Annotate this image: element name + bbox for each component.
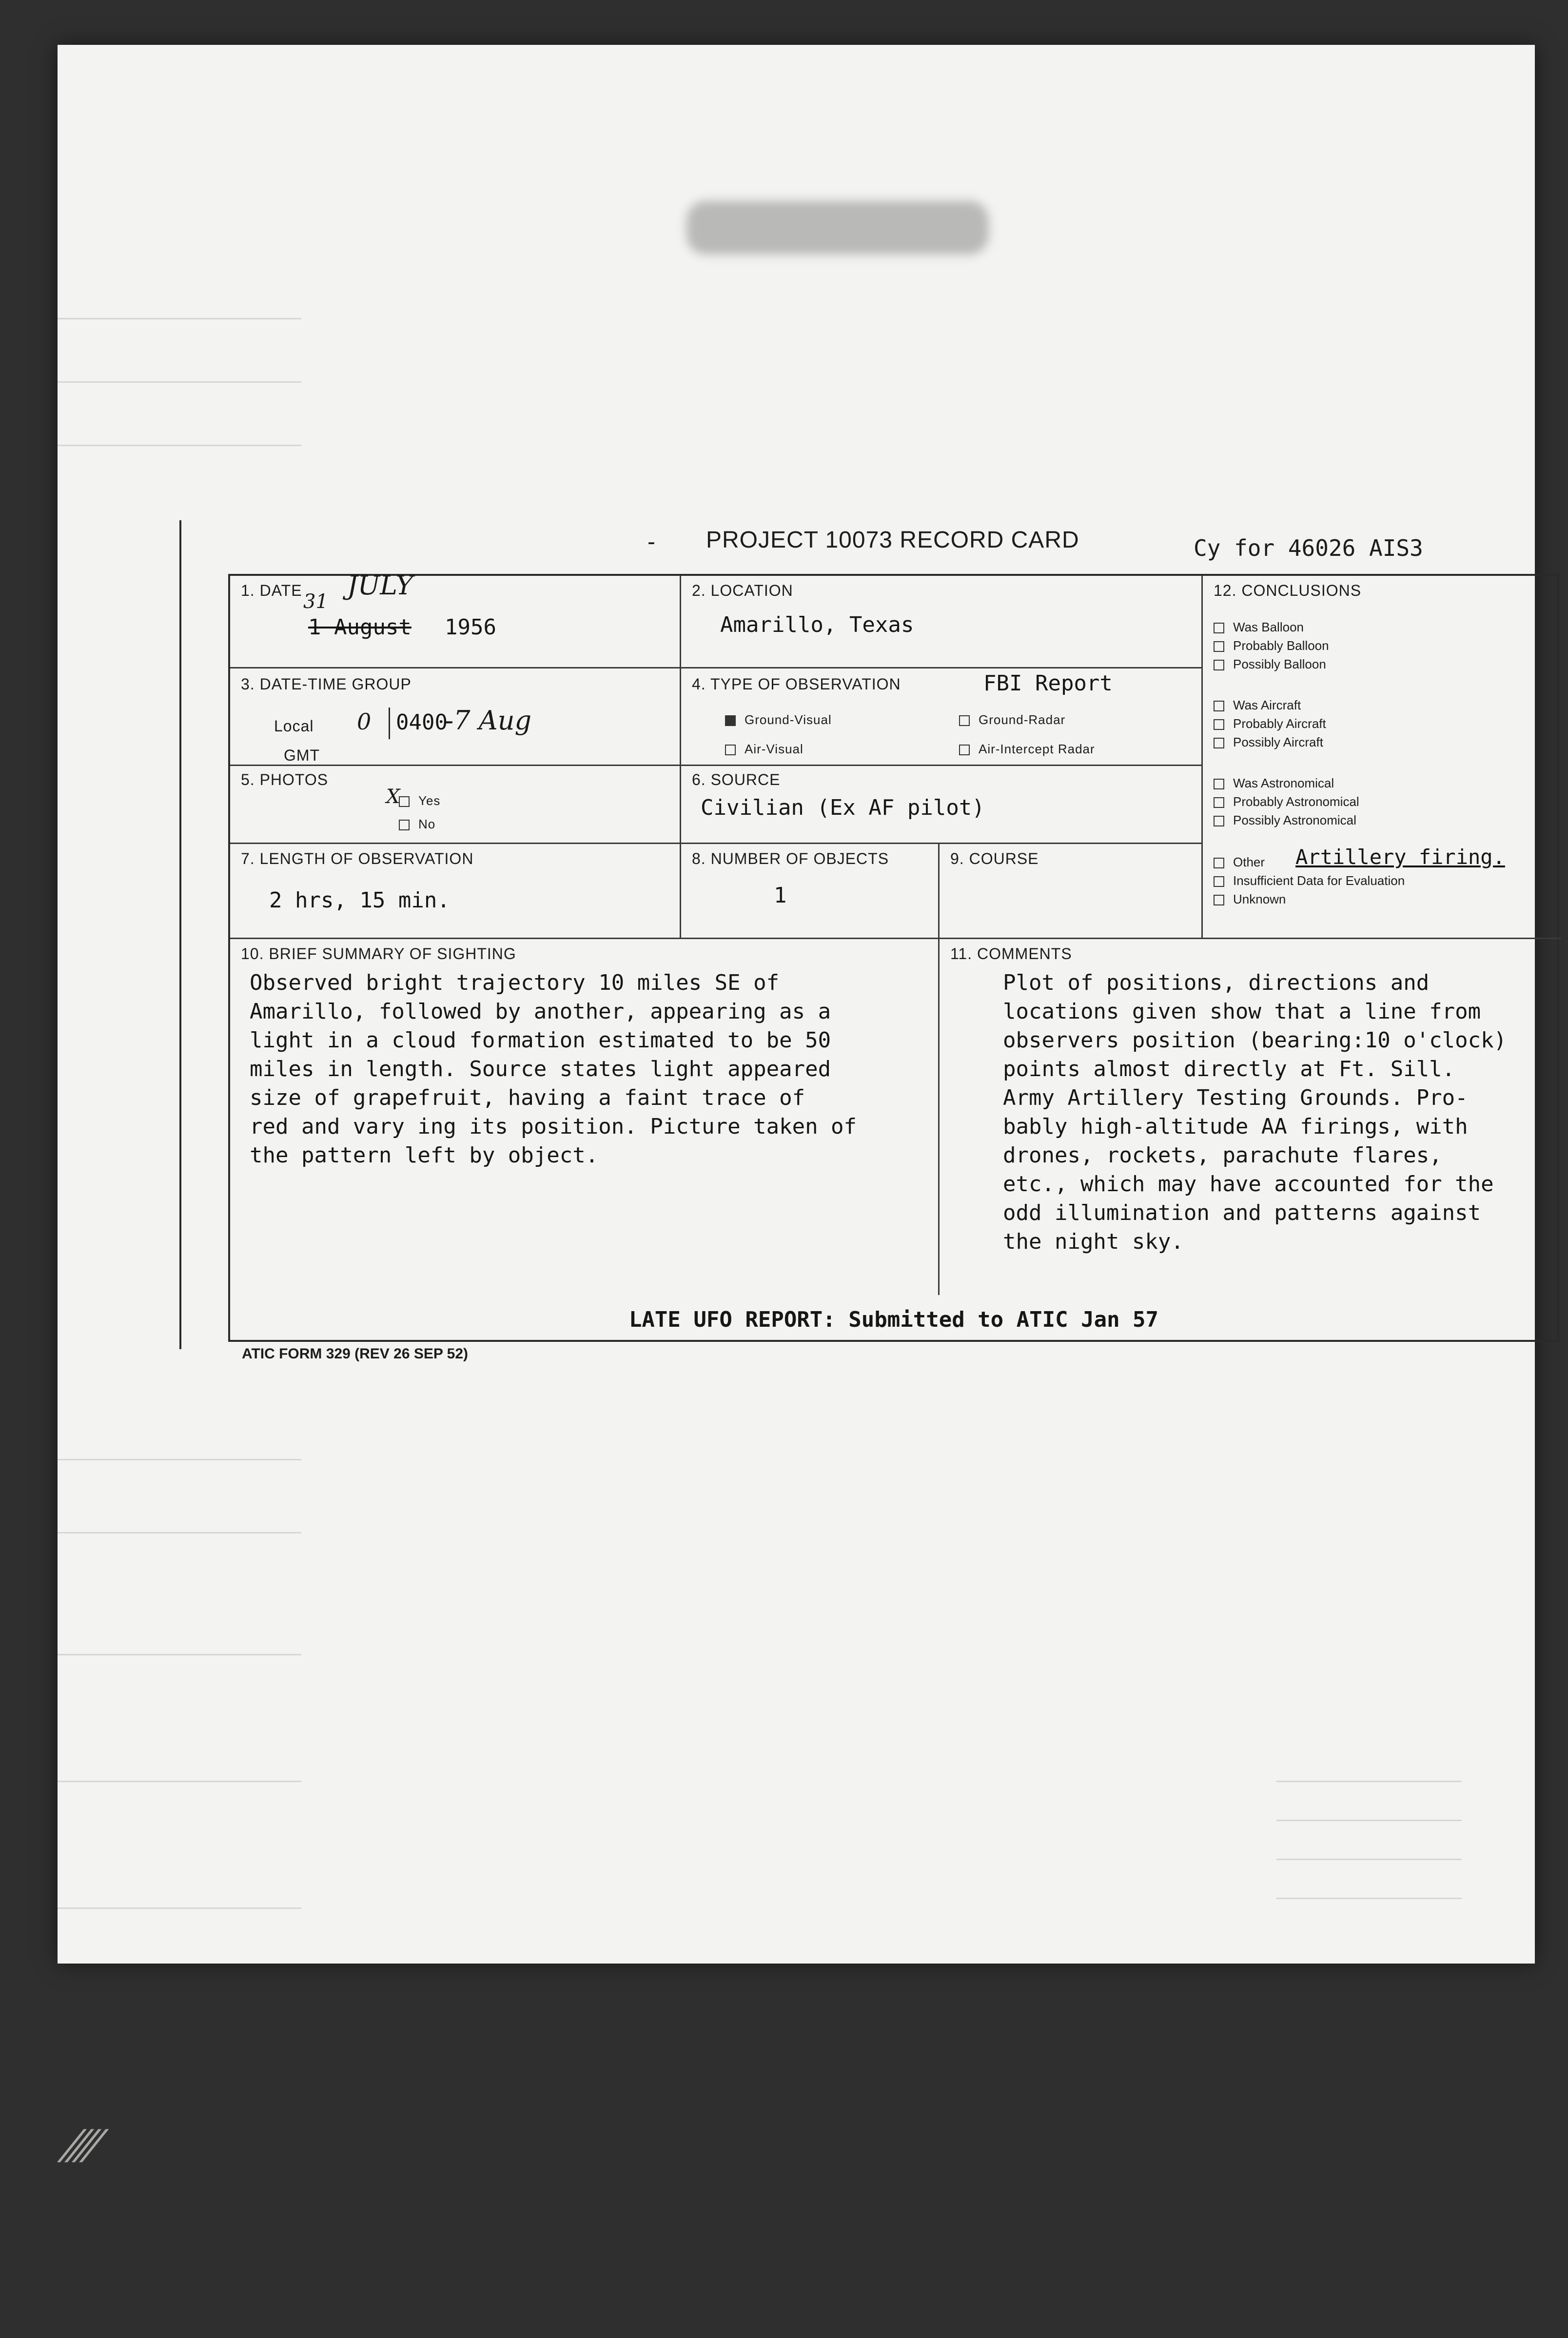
late-report-note: LATE UFO REPORT: Submitted to ATIC Jan 57 xyxy=(628,1307,1159,1332)
conclusion-probably-aircraft[interactable]: Probably Aircraft xyxy=(1214,716,1326,731)
objects-cell xyxy=(681,844,940,939)
date-handwritten-day: 31 xyxy=(303,590,328,613)
document-page xyxy=(58,45,1535,1964)
option-air-intercept-radar[interactable]: Air-Intercept Radar xyxy=(959,742,1095,757)
form-number: ATIC FORM 329 (REV 26 SEP 52) xyxy=(242,1346,469,1362)
title-dash: - xyxy=(647,529,655,555)
conclusion-possibly-aircraft[interactable]: Possibly Aircraft xyxy=(1214,735,1323,750)
conclusion-other-value: Artillery firing. xyxy=(1295,845,1505,869)
comments-line: Plot of positions, directions and xyxy=(1003,970,1430,995)
length-value: 2 hrs, 15 min. xyxy=(269,888,450,913)
option-air-visual[interactable]: Air-Visual xyxy=(725,742,804,757)
conclusion-probably-astronomical[interactable]: Probably Astronomical xyxy=(1214,794,1359,809)
summary-line: the pattern left by object. xyxy=(250,1143,599,1168)
location-label: 2. LOCATION xyxy=(692,582,793,599)
conclusion-possibly-astronomical[interactable]: Possibly Astronomical xyxy=(1214,813,1356,828)
conclusion-was-aircraft[interactable]: Was Aircraft xyxy=(1214,698,1301,713)
margin-rule xyxy=(179,520,181,1349)
conclusions-label: 12. CONCLUSIONS xyxy=(1214,582,1362,599)
summary-line: size of grapefruit, having a faint trace of xyxy=(250,1085,805,1110)
comments-line: the night sky. xyxy=(1003,1229,1184,1254)
option-ground-visual[interactable]: Ground-Visual xyxy=(725,712,832,727)
datetime-hand-suffix: -7 Aug xyxy=(445,705,532,736)
conclusion-was-balloon[interactable]: Was Balloon xyxy=(1214,620,1304,635)
observation-type-cell xyxy=(681,668,1203,766)
comments-line: drones, rockets, parachute flares, xyxy=(1003,1143,1442,1168)
gmt-label: GMT xyxy=(284,747,320,764)
local-label: Local xyxy=(274,717,314,735)
comments-cell xyxy=(940,939,1561,1295)
local-time-value: 0400 xyxy=(396,710,448,735)
comments-label: 11. COMMENTS xyxy=(950,945,1072,963)
conclusion-was-astronomical[interactable]: Was Astronomical xyxy=(1214,776,1334,791)
comments-line: etc., which may have accounted for the xyxy=(1003,1172,1494,1197)
comments-text xyxy=(1003,968,1507,1256)
location-value: Amarillo, Texas xyxy=(720,612,914,637)
comments-line: odd illumination and patterns against xyxy=(1003,1200,1481,1225)
summary-cell xyxy=(230,939,940,1295)
date-year: 1956 xyxy=(445,615,496,640)
date-label: 1. DATE xyxy=(241,582,302,599)
comments-line: bably high-altitude AA firings, with xyxy=(1003,1114,1468,1139)
source-value: Civilian (Ex AF pilot) xyxy=(701,795,985,820)
objects-label: 8. NUMBER OF OBJECTS xyxy=(692,850,889,867)
copy-note: Cy for 46026 AIS3 xyxy=(1194,535,1423,561)
local-hand-prefix: 0 xyxy=(357,708,372,735)
summary-line: Amarillo, followed by another, appearing as a xyxy=(250,999,831,1024)
comments-line: points almost directly at Ft. Sill. xyxy=(1003,1057,1455,1081)
conclusion-insufficient-data[interactable]: Insufficient Data for Evaluation xyxy=(1214,873,1405,888)
photos-label: 5. PHOTOS xyxy=(241,771,329,788)
margin-scrawl: ⁄⁄⁄⁄ xyxy=(68,2121,98,2172)
comments-line: locations given show that a line from xyxy=(1003,999,1481,1024)
course-cell xyxy=(940,844,1203,939)
comments-line: observers position (bearing:10 o'clock) xyxy=(1003,1028,1507,1053)
observation-type-label: 4. TYPE OF OBSERVATION xyxy=(692,675,901,693)
location-cell xyxy=(681,576,1203,668)
conclusion-probably-balloon[interactable]: Probably Balloon xyxy=(1214,638,1329,653)
date-handwritten-month: JULY xyxy=(347,570,413,601)
option-ground-radar[interactable]: Ground-Radar xyxy=(959,712,1065,727)
conclusions-cell xyxy=(1203,576,1561,939)
photos-no[interactable]: No xyxy=(399,817,435,832)
summary-text xyxy=(250,968,857,1170)
photos-yes[interactable]: Yes xyxy=(399,793,440,808)
datetime-cell xyxy=(230,668,681,766)
summary-line: light in a cloud formation estimated to be 50 xyxy=(250,1028,831,1053)
record-card xyxy=(228,570,1559,1342)
date-cell xyxy=(230,570,681,668)
redaction-blur xyxy=(686,201,989,255)
summary-line: miles in length. Source states light appeared xyxy=(250,1057,831,1081)
summary-line: red and vary ing its position. Picture taken of xyxy=(250,1114,857,1139)
objects-value: 1 xyxy=(774,883,787,908)
photos-cell xyxy=(230,766,681,844)
conclusion-other[interactable]: Other xyxy=(1214,855,1265,870)
course-label: 9. COURSE xyxy=(950,850,1039,867)
comments-line: Army Artillery Testing Grounds. Pro- xyxy=(1003,1085,1468,1110)
conclusion-possibly-balloon[interactable]: Possibly Balloon xyxy=(1214,657,1326,672)
observation-extra: FBI Report xyxy=(983,671,1113,696)
card-title: PROJECT 10073 RECORD CARD xyxy=(706,527,1079,553)
date-struck: 1 August xyxy=(308,615,412,640)
source-label: 6. SOURCE xyxy=(692,771,781,788)
length-cell xyxy=(230,844,681,939)
summary-line: Observed bright trajectory 10 miles SE of xyxy=(250,970,780,995)
photos-yes-mark: X xyxy=(386,786,400,808)
conclusion-unknown[interactable]: Unknown xyxy=(1214,892,1286,907)
summary-label: 10. BRIEF SUMMARY OF SIGHTING xyxy=(241,945,516,963)
source-cell xyxy=(681,766,1203,844)
datetime-label: 3. DATE-TIME GROUP xyxy=(241,675,412,693)
length-label: 7. LENGTH OF OBSERVATION xyxy=(241,850,474,867)
